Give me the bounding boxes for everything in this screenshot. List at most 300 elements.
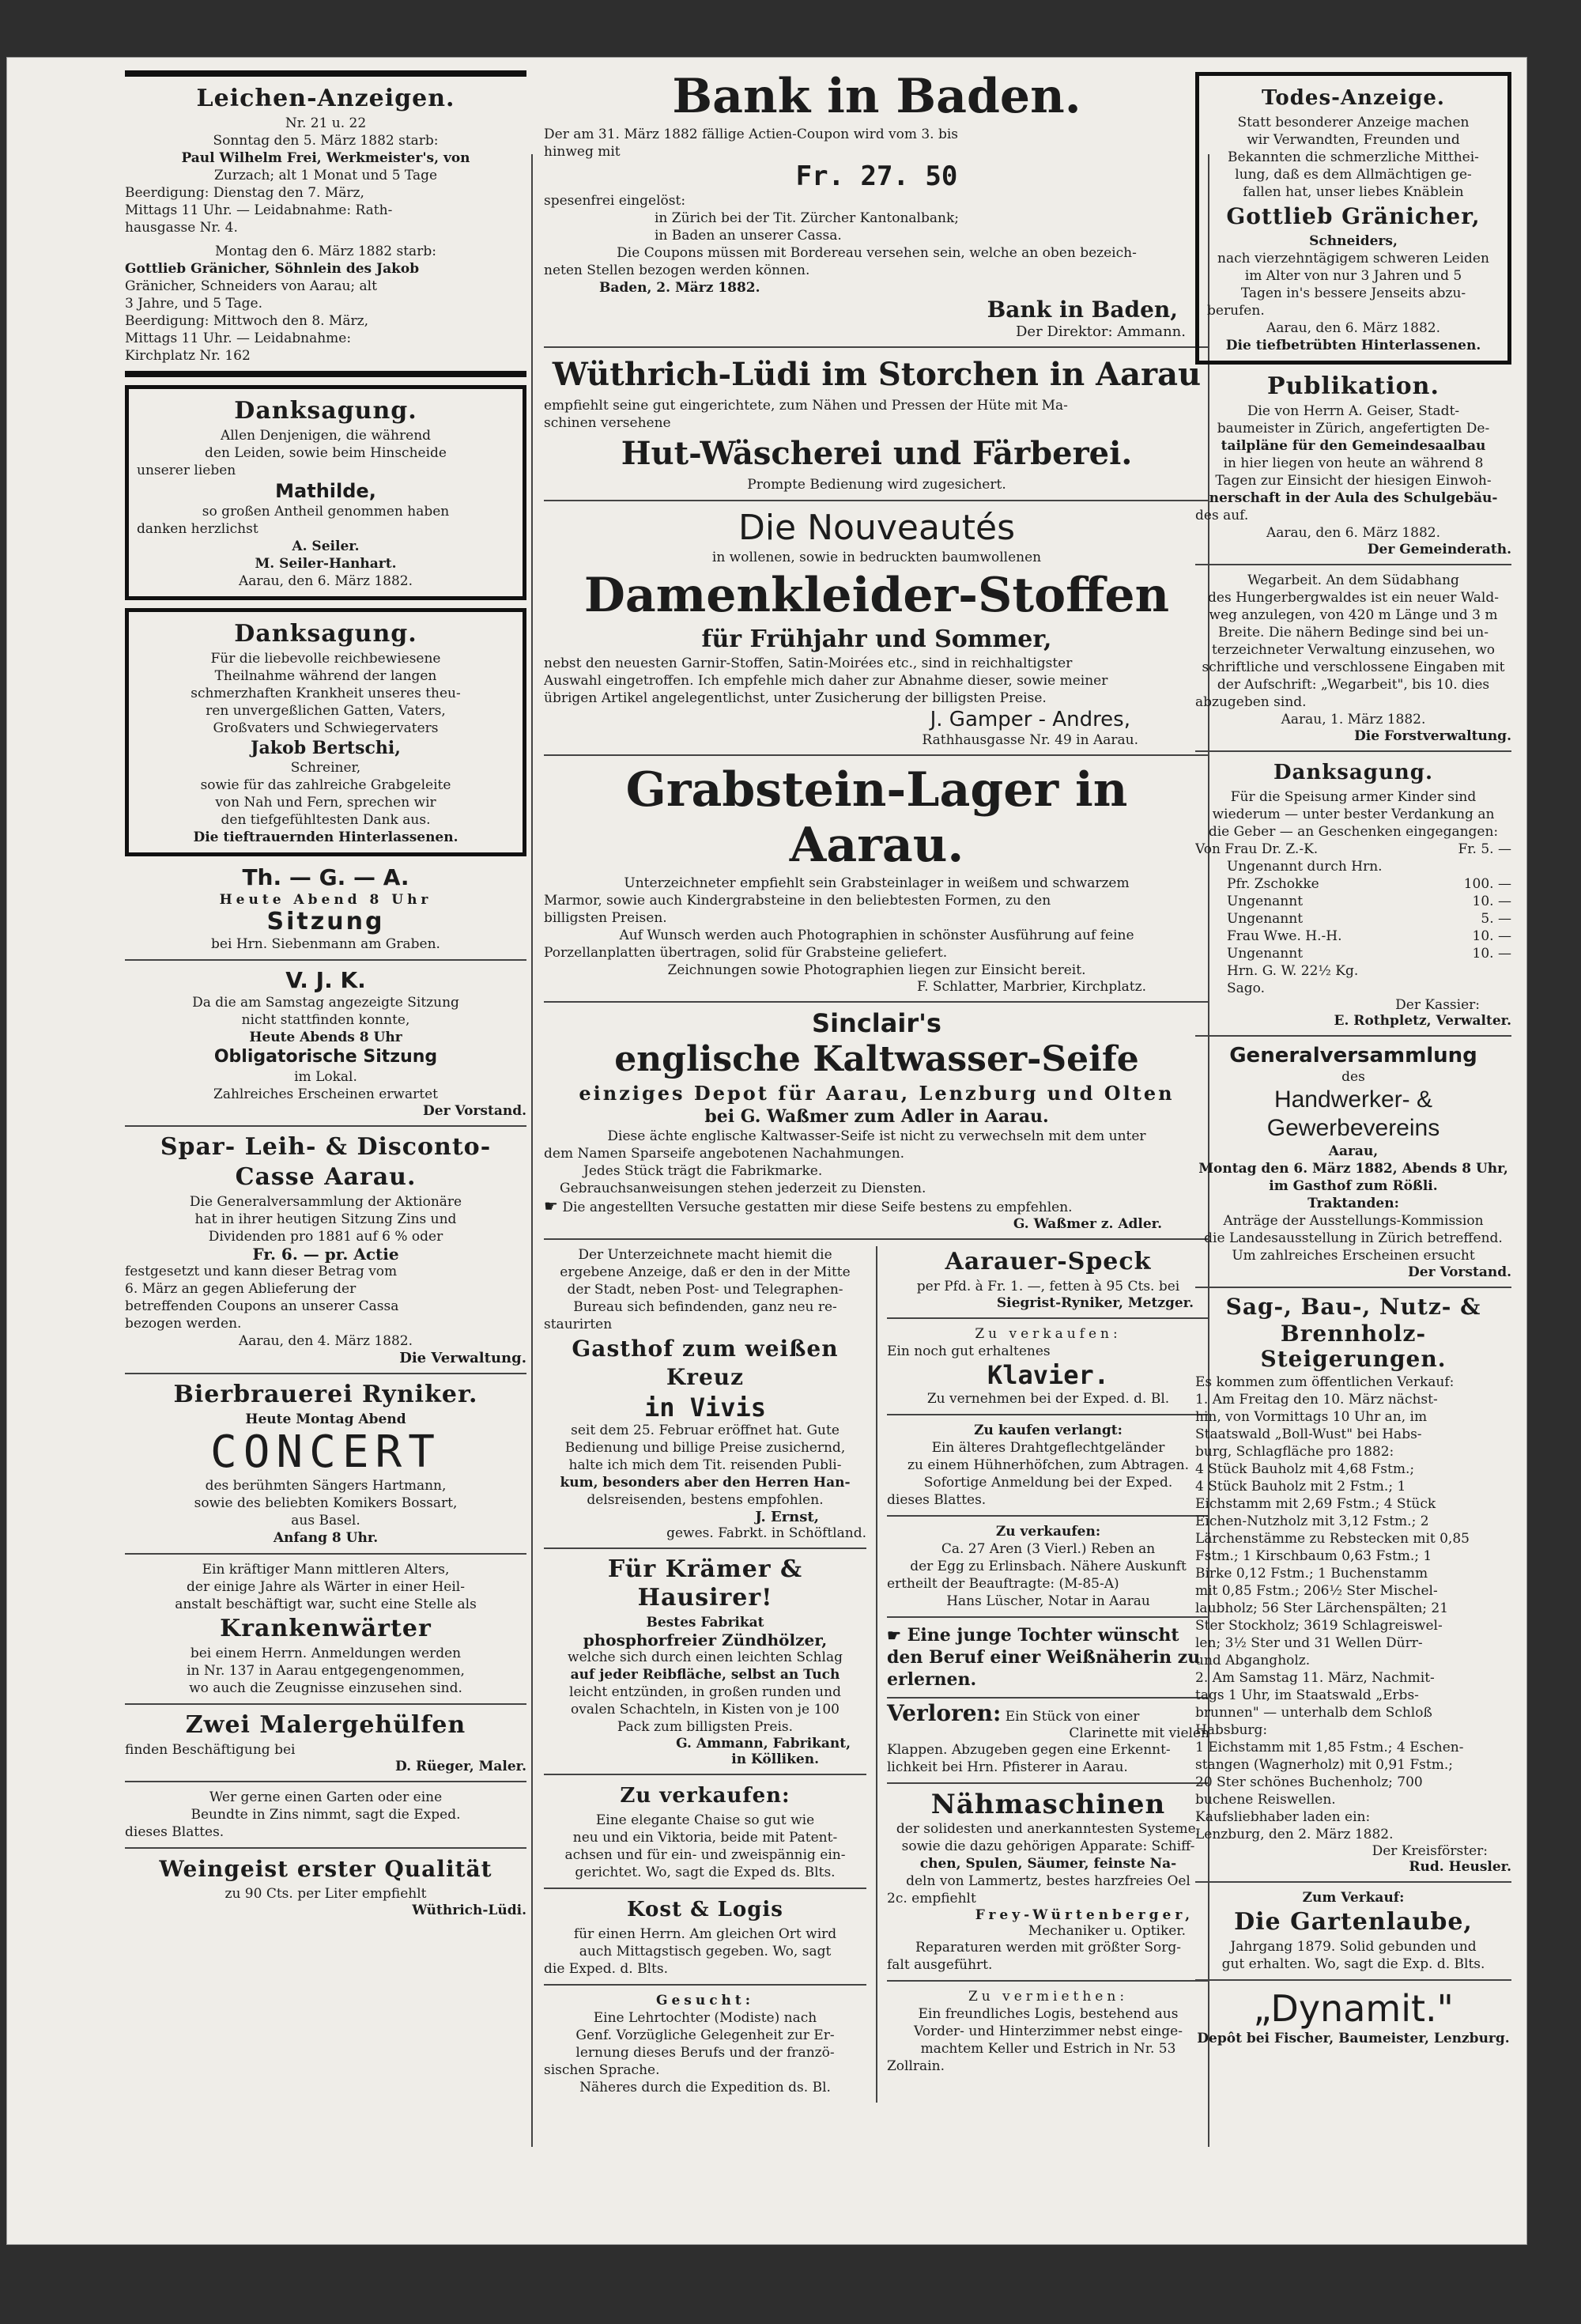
text-line: kum, besonders aber den Herren Han- [560, 1475, 851, 1491]
text-line: wo auch die Zeugnisse einzusehen sind. [189, 1680, 462, 1696]
text-line: in wollenen, sowie in bedruckten baumwollenen [711, 550, 1042, 565]
rule [1195, 1287, 1511, 1288]
middle-subcolumns [544, 1246, 1209, 2103]
text-line: den Beruf einer Weißnäherin zu [887, 1647, 1201, 1668]
text-line: Jahrgang 1879. Solid gebunden und [1230, 1939, 1477, 1955]
holz-line: 4 Stück Bauholz mit 2 Fstm.; 1 [1195, 1479, 1406, 1495]
holz-line: 4 Stück Bauholz mit 4,68 Fstm.; [1195, 1461, 1415, 1477]
donation-name: Ungenannt [1227, 894, 1304, 909]
text-line: den tiefgefühltesten Dank aus. [221, 812, 431, 828]
print-area [47, 67, 1511, 2115]
text-line: dieses Blattes. [887, 1492, 987, 1508]
text-line: Heute Abends 8 Uhr [249, 1030, 402, 1045]
signature: Der Direktor: Ammann. [1016, 323, 1186, 340]
holz-line: Lärchenstämme zu Rebstecken mit 0,85 [1195, 1531, 1470, 1547]
bierbrauerei [125, 1381, 526, 1547]
text-line: bei einem Herrn. Anmeldungen werden [190, 1646, 462, 1661]
text-line: Jedes Stück trägt die Fabrikmarke. [583, 1163, 823, 1179]
text-line: Für die Speisung armer Kinder sind [1230, 789, 1477, 805]
donation-list [1195, 841, 1511, 997]
malergehuelfen [125, 1711, 526, 1774]
text-line: sowie die dazu gehörigen Apparate: Schiff- [901, 1838, 1195, 1854]
middle-column [544, 67, 1209, 2115]
holz-line: laubholz; 56 Ster Lärchenspälten; 21 [1195, 1600, 1449, 1616]
text-line: zu einem Hühnerhöfchen, zum Abtragen. [907, 1457, 1189, 1473]
text-line: Zum Verkauf: [1302, 1890, 1405, 1906]
text-line: neu und ein Viktoria, beide mit Patent- [572, 1830, 838, 1846]
holz-line: burg, Schlagfläche pro 1882: [1195, 1444, 1394, 1460]
donation-amount: 5. — [1481, 911, 1511, 927]
text-line: Tagen in's bessere Jenseits abzu- [1240, 285, 1466, 301]
signature: E. Rothpletz, Verwalter. [1334, 1013, 1511, 1029]
text-line: Unterzeichneter empfiehlt sein Grabsteinlager in weißem und schwarzem [624, 875, 1130, 891]
wuethrich-ad [544, 354, 1209, 493]
wegarbeit [1195, 572, 1511, 744]
holz-line: Eichen-Nutzholz mit 3,12 Fstm.; 2 [1195, 1513, 1429, 1529]
text-line: aus Basel. [291, 1513, 360, 1529]
bank-baden [544, 69, 1209, 340]
vjk-title: V. J. K. [285, 967, 366, 993]
krankenwaerter [125, 1561, 526, 1697]
text-line: Der Kassier: [1395, 997, 1480, 1013]
text-line: im Gasthof zum Rößli. [1269, 1178, 1438, 1194]
text-line: Der am 31. März 1882 fällige Actien-Coupon wird vom 3. bis [544, 127, 959, 142]
text-line: Marmor, sowie auch Kindergrabsteine in den beliebtesten Formen, zu den [544, 893, 1051, 909]
rule [1195, 564, 1511, 565]
signature: Wüthrich-Lüdi. [412, 1903, 526, 1918]
nouveautes-heading: Damenkleider-Stoffen [583, 568, 1170, 623]
text-line: in Nr. 137 in Aarau entgegengenommen, [187, 1663, 465, 1679]
text-line: Eine Lehrtochter (Modiste) nach [593, 2010, 817, 2026]
death-title: Leichen-Anzeigen. [196, 85, 455, 112]
holz-line: 2. Am Samstag 11. März, Nachmit- [1195, 1670, 1435, 1686]
text-line: gerichtet. Wo, sagt die Exped ds. Blts. [575, 1865, 836, 1880]
naeh-title: Nähmaschinen [930, 1789, 1166, 1820]
spar-title: Casse Aarau. [235, 1163, 417, 1191]
rule [1195, 1035, 1511, 1037]
weingeist-ad [125, 1855, 526, 1918]
text-line: des auf. [1195, 508, 1249, 523]
holz-title: Sag-, Bau-, Nutz- & [1225, 1294, 1481, 1320]
text-line: im Alter von nur 3 Jahren und 5 [1244, 268, 1462, 284]
text-line: 6. März an gegen Ablieferung der [125, 1281, 357, 1297]
signature: F. Schlatter, Marbrier, Kirchplatz. [916, 979, 1146, 995]
holz-line: 1 Eichstamm mit 1,85 Fstm.; 4 Eschen- [1195, 1740, 1464, 1755]
rule [544, 500, 1209, 501]
text-line: Großvaters und Schwiegervaters [213, 720, 439, 736]
middle-sub-left [544, 1246, 866, 2103]
text-line: Bureau sich befindenden, ganz neu re- [573, 1299, 837, 1315]
text-line: dem Namen Sparseife angebotenen Nachahmungen. [544, 1146, 905, 1162]
rule [125, 959, 526, 961]
todes-anzeige [1195, 72, 1511, 365]
bank-title: Bank in Baden. [672, 69, 1081, 124]
rule [1195, 750, 1511, 752]
text-line: Allen Denjenigen, die während [220, 428, 432, 444]
pointing-hand-icon: ☛ [544, 1196, 558, 1215]
deceased-name: Gottlieb Gränicher, [1226, 203, 1481, 229]
vermiethen-ad [887, 1988, 1209, 2075]
signature: Rud. Heusler. [1409, 1859, 1511, 1875]
signature: Die tiefbetrübten Hinterlassenen. [1225, 338, 1481, 353]
donation-row [1195, 980, 1511, 997]
date-line: Aarau, den 6. März 1882. [238, 573, 413, 589]
donation-row [1195, 910, 1511, 928]
death-line: hausgasse Nr. 4. [125, 220, 238, 236]
donation-row [1195, 893, 1511, 910]
holz-line: Eichstamm mit 2,69 Fstm.; 4 Stück [1195, 1496, 1436, 1512]
spar-title: Spar- Leih- & Disconto- [160, 1133, 492, 1161]
text-line: Bekannten die schmerzliche Mitthei- [1228, 149, 1479, 165]
holz-line: mit 0,85 Fstm.; 206½ Ster Mischel- [1195, 1583, 1438, 1599]
dank-title: Danksagung. [1273, 761, 1433, 784]
rule [544, 346, 1209, 348]
text-line: machtem Keller und Estrich in Nr. 53 [920, 2041, 1176, 2057]
thanks-title: Danksagung. [234, 397, 417, 425]
text-line: billigsten Preisen. [544, 910, 667, 926]
sinclair-ad [544, 1009, 1209, 1232]
rule [125, 371, 526, 377]
rule [125, 1781, 526, 1782]
text-line: gut erhalten. Wo, sagt die Exp. d. Blts. [1221, 1956, 1485, 1972]
text-line: Obligatorische Sitzung [213, 1047, 438, 1067]
text-line: Schreiner, [290, 760, 361, 776]
gasthof-place: in Vivis [643, 1393, 767, 1423]
death-line: Mittags 11 Uhr. — Leidabnahme: [125, 331, 352, 346]
text-line: weg anzulegen, von 420 m Länge und 3 m [1209, 607, 1498, 623]
text-line: Ca. 27 Aren (3 Vierl.) Reben an [941, 1541, 1156, 1557]
text-line: ovalen Schachteln, in Kisten von je 100 [571, 1702, 840, 1717]
text-line: auf jeder Reibfläche, selbst an Tuch [570, 1667, 840, 1683]
date-line: Aarau, den 4. März 1882. [238, 1333, 413, 1349]
vermiethen-title: Zu vermiethen: [968, 1989, 1129, 2005]
text-line: einziges Depot für Aarau, Lenzburg und Olten [579, 1082, 1175, 1105]
spar-casse [125, 1133, 526, 1366]
text-line: Reparaturen werden mit größter Sorg- [915, 1940, 1181, 1956]
text-line: bei G. Waßmer zum Adler in Aarau. [704, 1106, 1049, 1127]
column-rule-left [531, 154, 533, 2147]
donation-row [1195, 875, 1511, 893]
text-line: Die angestellten Versuche gestatten mir diese Seife bestens zu empfehlen. [562, 1200, 1073, 1215]
holz-line: stangen (Wagnerholz) mit 0,91 Fstm.; [1195, 1757, 1453, 1773]
rule [125, 1125, 526, 1127]
chaise-ad [544, 1782, 866, 1881]
text-line: Ein älteres Drahtgeflechtgeländer [931, 1440, 1165, 1456]
signature: J. Gamper - Andres, [930, 708, 1130, 731]
date-line: Aarau, den 6. März 1882. [1266, 525, 1441, 541]
holz-line: Ster Stockholz; 3619 Schlagreiswel- [1195, 1618, 1443, 1634]
rule [544, 1001, 1209, 1003]
signature: Die Verwaltung. [399, 1350, 526, 1366]
text-line: Zeichnungen sowie Photographien liegen zur Einsicht bereit. [667, 962, 1086, 978]
donation-row [1195, 858, 1511, 875]
text-line: Schneiders, [1309, 233, 1398, 249]
donation-name: Pfr. Zschokke [1227, 876, 1319, 892]
text-line: Die von Herrn A. Geiser, Stadt- [1247, 403, 1460, 419]
text-line: Tagen zur Einsicht der hiesigen Einwoh- [1215, 473, 1492, 489]
donation-name: Ungenannt durch Hrn. [1227, 859, 1383, 875]
text-line: per Pfd. à Fr. 1. —, fetten à 95 Cts. bei [916, 1279, 1180, 1294]
text-line: empfiehlt seine gut eingerichtete, zum Nähen und Pressen der Hüte mit Ma- [544, 398, 1068, 414]
speck-title: Aarauer-Speck [945, 1248, 1152, 1275]
text-line: Zu vernehmen bei der Exped. d. Bl. [926, 1391, 1170, 1407]
text-line: Zollrain. [887, 2058, 945, 2074]
text-line: Depôt bei Fischer, Baumeister, Lenzburg. [1197, 2031, 1510, 2046]
text-line: den Leiden, sowie beim Hinscheide [205, 445, 447, 461]
text-line: Anträge der Ausstellungs-Kommission [1223, 1213, 1484, 1229]
generalversammlung [1195, 1043, 1511, 1280]
publikation [1195, 372, 1511, 557]
donation-amount: 10. — [1472, 894, 1511, 909]
signature: Siegrist-Ryniker, Metzger. [996, 1295, 1194, 1311]
death-line: Beerdigung: Dienstag den 7. März, [125, 185, 364, 201]
text-line: welche sich durch einen leichten Schlag [568, 1649, 843, 1665]
text-line: im Lokal. [294, 1069, 357, 1085]
text-line: nerschaft in der Aula des Schulgebäu- [1209, 490, 1498, 506]
signature: Bank in Baden, [987, 297, 1178, 323]
text-line: wiederum — unter bester Verdankung an [1212, 807, 1495, 822]
donation-name: Frau Wwe. H.-H. [1227, 928, 1342, 944]
text-line: hat in ihrer heutigen Sitzung Zins und [194, 1211, 457, 1227]
text-line: finden Beschäftigung bei [125, 1742, 296, 1758]
text-line: in Baden an unserer Cassa. [655, 228, 842, 244]
text-line: delsreisenden, bestens empfohlen. [587, 1492, 824, 1508]
text-line: danken herzlichst [137, 521, 258, 537]
text-line: seit dem 25. Februar eröffnet hat. Gute [571, 1423, 840, 1438]
date-line: Baden, 2. März 1882. [599, 280, 760, 296]
donation-name: Hrn. G. W. 22½ Kg. [1227, 963, 1359, 979]
rule [887, 1317, 1209, 1319]
death-line: Gottlieb Gränicher, Söhnlein des Jakob [125, 261, 420, 277]
text-line: achsen und für ein- und zweispännig ein- [564, 1847, 846, 1863]
text-line: Fr. 6. — pr. Actie [252, 1245, 399, 1264]
text-line: Sofortige Anmeldung bei der Exped. [923, 1475, 1173, 1491]
text-line: bezogen werden. [125, 1316, 242, 1332]
text-line: übrigen Artikel angelegentlichst, unter Zusicherung der billigsten Preise. [544, 690, 1047, 706]
death-line: Beerdigung: Mittwoch den 8. März, [125, 313, 368, 329]
donation-name: Ungenannt [1227, 946, 1304, 962]
holz-line: Staatswald „Boll-Wust" bei Habs- [1195, 1427, 1422, 1442]
donation-amount: 10. — [1472, 946, 1511, 962]
rule [887, 1697, 1209, 1699]
signature: in Kölliken. [731, 1752, 819, 1767]
deceased-name: Jakob Bertschi, [251, 738, 401, 758]
text-line: nebst den neuesten Garnir-Stoffen, Satin-Moirées etc., sind in reichhaltigster [544, 656, 1073, 671]
rule [1195, 1881, 1511, 1883]
donation-amount: 10. — [1472, 928, 1511, 944]
text-line: lichkeit bei Hrn. Pfisterer in Aarau. [887, 1759, 1128, 1775]
rule [544, 1547, 866, 1549]
text-line: lernung dieses Berufs und der franzö- [575, 2045, 835, 2061]
rule [125, 1373, 526, 1374]
signature: Hans Lüscher, Notar in Aarau [946, 1593, 1150, 1609]
subcolumn-rule [876, 1246, 877, 2103]
rule [887, 1782, 1209, 1784]
death-line: Mittags 11 Uhr. — Leidabnahme: Rath- [125, 202, 393, 218]
holz-title: Brennholz-Steigerungen. [1260, 1321, 1447, 1372]
donation-name: Ungenannt [1227, 911, 1304, 927]
holz-line: und Abgangholz. [1195, 1653, 1311, 1668]
text-line: abzugeben sind. [1195, 694, 1307, 710]
text-line: schmerzhaften Krankheit unseres theu- [191, 686, 461, 701]
text-line: Da die am Samstag angezeigte Sitzung [192, 995, 459, 1011]
general-title: Generalversammlung [1229, 1044, 1477, 1068]
reben-title: Zu verkaufen: [995, 1524, 1101, 1540]
text-line: falt ausgeführt. [887, 1957, 993, 1973]
sinclair-title: Sinclair's [812, 1008, 941, 1038]
gesucht-title: Gesucht: [655, 1993, 755, 2008]
text-line: zu 90 Cts. per Liter empfiehlt [225, 1886, 427, 1902]
text-line: Heute Montag Abend [245, 1411, 406, 1427]
text-line: Für die liebevolle reichbewiesene [210, 651, 441, 667]
signature: G. Waßmer z. Adler. [1013, 1216, 1162, 1232]
text-line: ergebene Anzeige, daß er den in der Mitte [560, 1264, 851, 1280]
donation-row [1195, 928, 1511, 945]
tga-title: Th. — G. — A. [242, 864, 409, 890]
klavier-ad [887, 1325, 1209, 1408]
death-line: Paul Wilhelm Frei, Werkmeister's, von [181, 150, 470, 166]
holz-steigerung [1195, 1294, 1511, 1875]
laube-title: Die Gartenlaube, [1234, 1908, 1473, 1936]
kaufen-title: Zu kaufen verlangt: [974, 1423, 1123, 1438]
holz-line: 20 Ster schönes Buchenholz; 700 [1195, 1774, 1423, 1790]
text-line: der Aufschrift: „Wegarbeit", bis 10. dies [1217, 677, 1490, 693]
thanks-title: Danksagung. [234, 620, 417, 648]
donation-amount: 100. — [1463, 876, 1511, 892]
deceased-name: Mathilde, [275, 480, 376, 502]
text-line: nach vierzehntägigem schweren Leiden [1217, 251, 1489, 266]
signature: Frey-Würtenberger, [975, 1907, 1194, 1923]
text-line: in hier liegen von heute an während 8 [1223, 455, 1484, 471]
text-line: tailpläne für den Gemeindesaalbau [1221, 438, 1486, 454]
text-line: fallen hat, unser liebes Knäblein [1243, 184, 1464, 200]
text-line: des berühmten Sängers Hartmann, [205, 1478, 447, 1494]
text-line: in Zürich bei der Tit. Zürcher Kantonalbank; [655, 210, 959, 226]
gasthof-ad [544, 1246, 866, 1541]
text-line: Wegarbeit. An dem Südabhang [1247, 572, 1459, 588]
text-line: Pack zum billigsten Preis. [617, 1719, 794, 1735]
signature: Mechaniker u. Optiker. [1028, 1923, 1186, 1939]
text-line: auch Mittagstisch gegeben. Wo, sagt [579, 1944, 832, 1959]
text-line: berufen. [1207, 303, 1265, 319]
maler-title: Zwei Malergehülfen [185, 1711, 466, 1739]
speck-ad [887, 1248, 1209, 1311]
bier-title: Bierbrauerei Ryniker. [173, 1381, 478, 1408]
gartenlaube-ad [1195, 1889, 1511, 1973]
dynamit-ad [1195, 1987, 1511, 2047]
dynamit-title: „Dynamit." [1253, 1987, 1454, 2030]
middle-sub-right [887, 1246, 1209, 2103]
top-rule [125, 70, 526, 77]
text-line: Sitzung [266, 908, 385, 935]
kost-ad [544, 1895, 866, 1978]
text-line: Gebrauchsanweisungen stehen jederzeit zu Diensten. [560, 1181, 926, 1196]
text-line: Porzellanplatten übertragen, solid für Grabsteine geliefert. [544, 945, 948, 961]
text-line: des Hungerbergwaldes ist ein neuer Wald- [1208, 590, 1499, 606]
text-line: Die Coupons müssen mit Bordereau versehen sein, welche an oben bezeich- [617, 245, 1137, 261]
text-line: der solidesten und anerkanntesten Systeme, [896, 1821, 1201, 1837]
text-line: erlernen. [887, 1669, 977, 1690]
text-line: Statt besonderer Anzeige machen [1237, 115, 1470, 130]
death-notices [125, 85, 526, 365]
signature: M. Seiler-Hanhart. [255, 556, 397, 572]
death-nr: Nr. 21 u. 22 [285, 115, 367, 131]
text-line: dieses Blattes. [125, 1824, 225, 1840]
holz-line: Fstm.; 1 Kirschbaum 0,63 Fstm.; 1 [1195, 1548, 1432, 1564]
naehmaschinen-ad [887, 1790, 1209, 1974]
donation-row [1195, 962, 1511, 980]
date-line: Aarau, den 6. März 1882. [1266, 320, 1441, 336]
kraemer-ad [544, 1555, 866, 1767]
text-line: die Landesausstellung in Zürich betreffend. [1204, 1230, 1503, 1246]
text-line: der Stadt, neben Post- und Telegraphen- [567, 1282, 843, 1298]
rule [887, 1616, 1209, 1618]
death-line: Montag den 6. März 1882 starb: [215, 244, 436, 259]
text-line: Zahlreiches Erscheinen erwartet [213, 1086, 438, 1102]
text-line: Clarinette mit vielen [1069, 1725, 1209, 1741]
vjk-notice [125, 967, 526, 1119]
text-line: deln von Lammertz, bestes harzfreies Oel [906, 1873, 1190, 1889]
signature: G. Ammann, Fabrikant, [676, 1736, 851, 1752]
text-line: Dividenden pro 1881 auf 6 % oder [208, 1229, 443, 1245]
text-line: neten Stellen bezogen werden können. [544, 263, 810, 278]
text-line: Auswahl eingetroffen. Ich empfehle mich daher zur Abnahme dieser, sowie meiner [544, 673, 1108, 689]
text-line: die Exped. d. Blts. [544, 1961, 668, 1977]
rule [125, 1553, 526, 1555]
signature: Der Gemeinderath. [1367, 542, 1511, 557]
text-line: Ein freundliches Logis, bestehend aus [918, 2006, 1179, 2022]
text-line: für einen Herrn. Am gleichen Ort wird [573, 1926, 837, 1942]
holz-line: hin, von Vormittags 10 Uhr an, im [1195, 1409, 1428, 1425]
death-line: Kirchplatz Nr. 162 [125, 348, 251, 364]
holz-line: 1. Am Freitag den 10. März nächst- [1195, 1392, 1438, 1408]
address: Rathhausgasse Nr. 49 in Aarau. [922, 732, 1138, 748]
signature: Die Forstverwaltung. [1354, 728, 1511, 744]
text-line: phosphorfreier Zündhölzer, [583, 1631, 828, 1649]
date-line: Aarau, 1. März 1882. [1281, 712, 1426, 727]
text-line: Auf Wunsch werden auch Photographien in schönster Ausführung auf feine [619, 928, 1134, 943]
verloren-ad [887, 1700, 1209, 1776]
holz-text [1195, 1374, 1511, 1843]
signature: Die tieftrauernden Hinterlassenen. [193, 829, 458, 845]
text-line: sowie des beliebten Komikers Bossart, [194, 1495, 458, 1511]
publ-title: Publikation. [1267, 372, 1440, 400]
text-line: 2c. empfiehlt [887, 1891, 976, 1906]
text-line: Anfang 8 Uhr. [273, 1530, 379, 1546]
text-line: Montag den 6. März 1882, Abends 8 Uhr, [1198, 1161, 1508, 1177]
wuethrich-title: Wüthrich-Lüdi im Storchen in Aarau [552, 356, 1202, 393]
weingeist-title: Weingeist erster Qualität [159, 1856, 492, 1882]
rule [544, 754, 1209, 756]
text-line: der Egg zu Erlinsbach. Nähere Auskunft [910, 1559, 1187, 1574]
rule [125, 1703, 526, 1705]
text-line: anstalt beschäftigt war, sucht eine Stelle als [175, 1597, 477, 1612]
nouveautes-ad [544, 508, 1209, 748]
rule [887, 1515, 1209, 1517]
verloren-title: Verloren: [887, 1700, 1002, 1726]
text-line: Der Kreisförster: [1372, 1843, 1488, 1859]
general-subtitle: Handwerker- & Gewerbevereins [1266, 1086, 1440, 1141]
signature: gewes. Fabrkt. in Schöftland. [666, 1525, 866, 1541]
chaise-title: Zu verkaufen: [620, 1784, 790, 1808]
rule [887, 1980, 1209, 1982]
nouveautes-subheading: für Frühjahr und Sommer, [701, 625, 1052, 653]
thanks-bertschi [125, 608, 526, 856]
text-line: unserer lieben [137, 463, 236, 478]
text-line: hinweg mit [544, 144, 621, 160]
holz-line: Birke 0,12 Fstm.; 1 Buchenstamm [1195, 1566, 1428, 1581]
rule [544, 1774, 866, 1775]
